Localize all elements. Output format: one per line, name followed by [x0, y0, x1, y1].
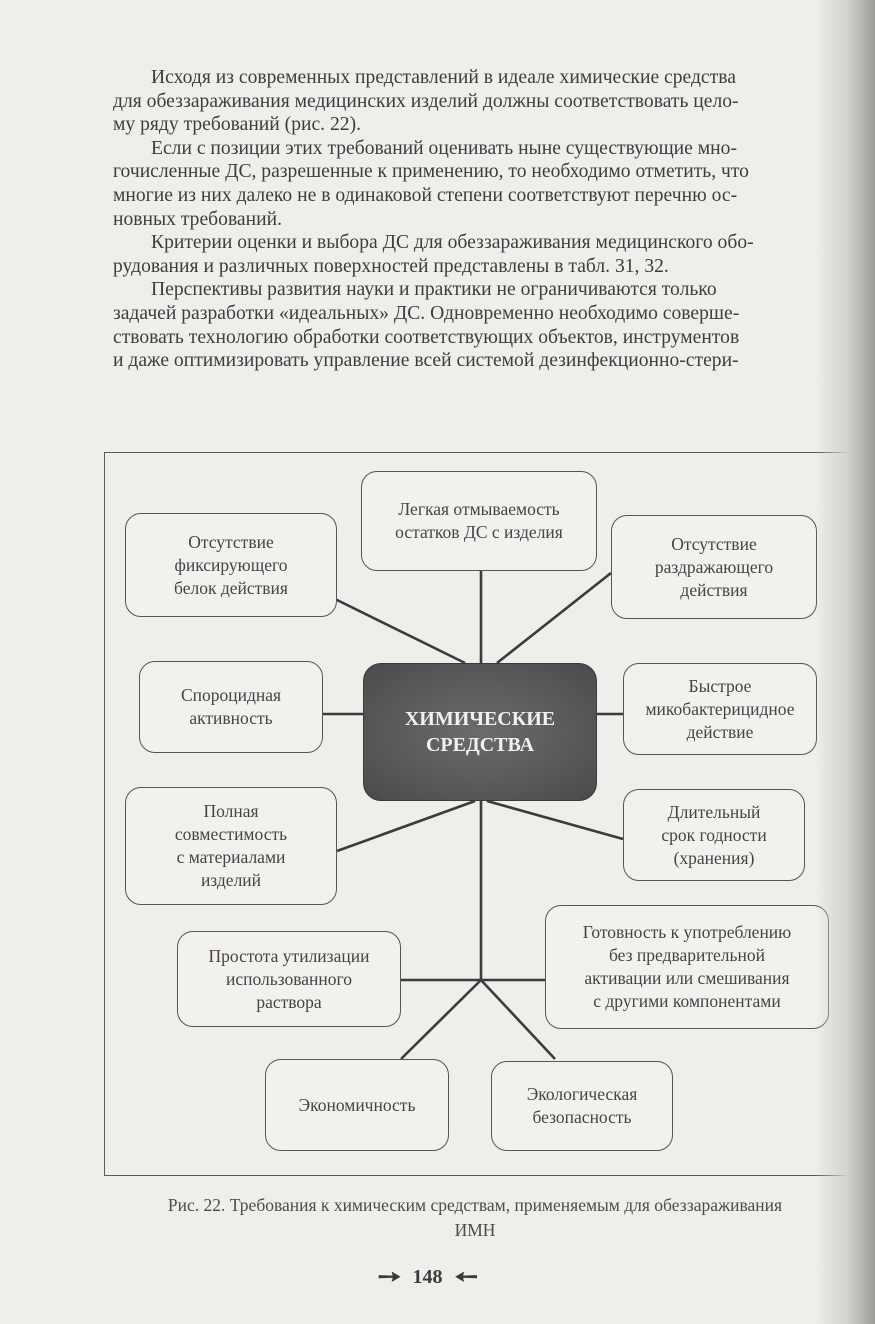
node-label: Полная совместимость с материалами изделий — [174, 801, 288, 890]
paragraph-4-line-4: и даже оптимизировать управление всей системой дезинфекционно-стери- — [113, 350, 739, 372]
node-label: Длительный срок годности (хранения) — [661, 801, 767, 868]
node-label: Готовность к употреблению без предварительной активации или смешивания с другими компонентами — [582, 922, 792, 1011]
node-sporicidal-activity — [139, 661, 323, 753]
node-mycobactericidal-action — [623, 663, 817, 755]
center-label: ХИМИЧЕСКИЕ СРЕДСТВА — [404, 708, 556, 756]
connector-bottom-right — [481, 980, 555, 1059]
node-label: Экономичность — [298, 1094, 416, 1115]
paragraph-2-line-4: новных требований. — [113, 208, 282, 230]
node-chemical-agents — [363, 663, 597, 801]
connector-bottom-left — [401, 980, 481, 1059]
caption-line-1: Рис. 22. Требования к химическим средствам, применяемым для обеззараживания — [167, 1195, 783, 1215]
paragraph-4-line-2: задачей разработки «идеальных» ДС. Одновременно необходимо соверше- — [113, 302, 740, 324]
left-arrow-ornament-icon: ➙ — [377, 1266, 401, 1288]
node-label: Легкая отмываемость остатков ДС с изделия — [395, 499, 563, 542]
paragraph-3-line-1: Критерии оценки и выбора ДС для обеззараживания медицинского обо- — [151, 232, 754, 254]
node-ready-to-use — [545, 905, 829, 1029]
node-no-irritation — [611, 515, 817, 619]
node-no-protein-fixing — [125, 513, 337, 617]
node-label: Быстрое микобактерицидное действие — [645, 675, 795, 742]
connector-low-right — [487, 801, 623, 839]
connector-low-left — [337, 801, 475, 851]
caption-line-2: ИМН — [454, 1220, 496, 1240]
paragraph-3-line-2: рудования и различных поверхностей представлены в табл. 31, 32. — [113, 255, 669, 277]
node-easy-disposal — [177, 931, 401, 1027]
paragraph-4-line-3: ствовать технологию обработки соответствующих объектов, инструментов — [113, 326, 740, 348]
node-label: Отсутствие фиксирующего белок действия — [174, 531, 288, 598]
diagram-figure — [104, 452, 864, 1176]
body-text — [113, 66, 875, 373]
paragraph-2-line-3: многие из них далеко не в одинаковой степени соответствуют перечню ос- — [113, 184, 738, 206]
right-arrow-ornament-icon: ➙ — [454, 1266, 478, 1288]
figure-caption — [102, 1193, 848, 1243]
paragraph-2-line-1: Если с позиции этих требований оценивать ныне существующие мно- — [151, 137, 737, 159]
node-label: Отсутствие раздражающего действия — [654, 533, 774, 600]
node-easy-rinsing — [361, 471, 597, 571]
paragraph-1-line-1: Исходя из современных представлений в идеале химические средства — [151, 67, 736, 88]
node-label: Простота утилизации использованного раствора — [208, 945, 370, 1012]
connector-top-left — [335, 599, 465, 663]
paragraph-1-line-3: му ряду требований (рис. 22). — [113, 114, 361, 136]
page-number: 148 — [412, 1266, 443, 1288]
node-label: Экологическая безопасность — [526, 1084, 638, 1127]
paragraph-2-line-2: гочисленные ДС, разрешенные к применению, то необходимо отметить, что — [113, 161, 749, 183]
node-label: Спороцидная активность — [180, 685, 282, 728]
node-environmental-safety — [491, 1061, 673, 1151]
node-long-shelf-life — [623, 789, 805, 881]
connector-top-right — [497, 573, 611, 663]
node-cost-efficiency — [265, 1059, 449, 1151]
node-material-compatibility — [125, 787, 337, 905]
paragraph-4-line-1: Перспективы развития науки и практики не ограничиваются только — [151, 279, 717, 301]
paragraph-1-line-2: для обеззараживания медицинских изделий должны соответствовать цело- — [113, 90, 739, 112]
page-number-footer — [0, 1264, 875, 1289]
